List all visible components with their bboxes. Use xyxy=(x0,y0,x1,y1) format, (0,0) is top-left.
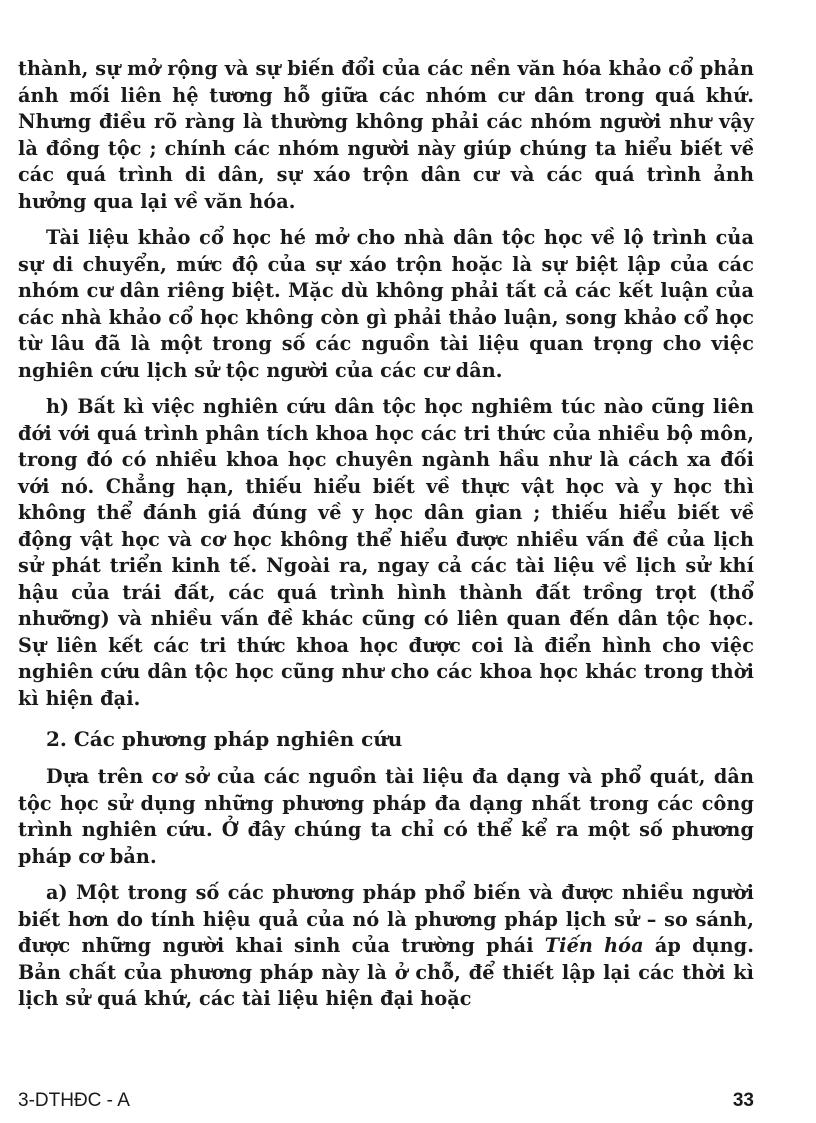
page-number: 33 xyxy=(732,1090,754,1111)
paragraph-comparative-method xyxy=(18,880,754,1013)
paragraph-methods-intro: Dựa trên cơ sở của các nguồn tài liệu đa dạng và phổ quát, dân tộc học sử dụng những phương pháp đa dạng nhất trong các công trình nghiên cứu. Ở đây chúng ta chỉ có thể kể ra một số phương pháp cơ bản. xyxy=(18,765,754,868)
section-heading: 2. Các phương pháp nghiên cứu xyxy=(46,727,403,751)
page-body xyxy=(18,56,754,1023)
footer-signature: 3-DTHĐC - A xyxy=(18,1090,130,1111)
paragraph-interdisciplinary: h) Bất kì việc nghiên cứu dân tộc học nghiêm túc nào cũng liên đới với quá trình phân tích khoa học các tri thức của nhiều bộ môn, trong đó có nhiều khoa học chuyên ngành hầu như là cách xa đối với nó. Chẳng hạn, thiếu hiểu biết về thực vật học và y học thì không thể đánh giá đúng về y học dân gian ; thiếu hiểu biết về động vật học và cơ học không thể hiểu được nhiều vấn đề của lịch sử phát triển kinh tế. Ngoài ra, ngay cả các tài liệu về lịch sử khí hậu của trái đất, các quá trình hình thành đất trồng trọt (thổ nhưỡng) và nhiều vấn đề khác cũng có liên quan đến dân tộc học. Sự liên kết các tri thức khoa học được coi là điển hình cho việc nghiên cứu dân tộc học cũng như cho các khoa học khác trong thời kì hiện đại. xyxy=(18,395,754,710)
paragraph-continuation: thành, sự mở rộng và sự biến đổi của các nền văn hóa khảo cổ phản ánh mối liên hệ tương hỗ giữa các nhóm cư dân trong quá khứ. Nhưng điều rõ ràng là thường không phải các nhóm người như vậy là đồng tộc ; chính các nhóm người này giúp chúng ta hiểu biết về các quá trình di dân, sự xáo trộn dân cư và các quá trình ảnh hưởng qua lại về văn hóa. xyxy=(18,57,754,213)
comparative-method-text-2: áp dụng. Bản chất của phương pháp này là ở chỗ, để thiết lập lại các thời kì lịch sử quá khứ, các tài liệu hiện đại hoặc xyxy=(18,934,754,1010)
comparative-method-italic: Tiến hóa xyxy=(544,934,644,957)
paragraph-archaeology: Tài liệu khảo cổ học hé mở cho nhà dân tộc học về lộ trình của sự di chuyển, mức độ của sự xáo trộn hoặc là sự biệt lập của các nhóm cư dân riêng biệt. Mặc dù không phải tất cả các kết luận của các nhà khảo cổ học không còn gì phải thảo luận, song khảo cổ học từ lâu đã là một trong số các nguồn tài liệu quan trọng cho việc nghiên cứu lịch sử tộc người của các cư dân. xyxy=(18,226,754,382)
comparative-method-text-1: a) Một trong số các phương pháp phổ biến và được nhiều người biết hơn do tính hiệu quả của nó là phương pháp lịch sử – so sánh, được những người khai sinh của trường phái xyxy=(18,881,754,957)
